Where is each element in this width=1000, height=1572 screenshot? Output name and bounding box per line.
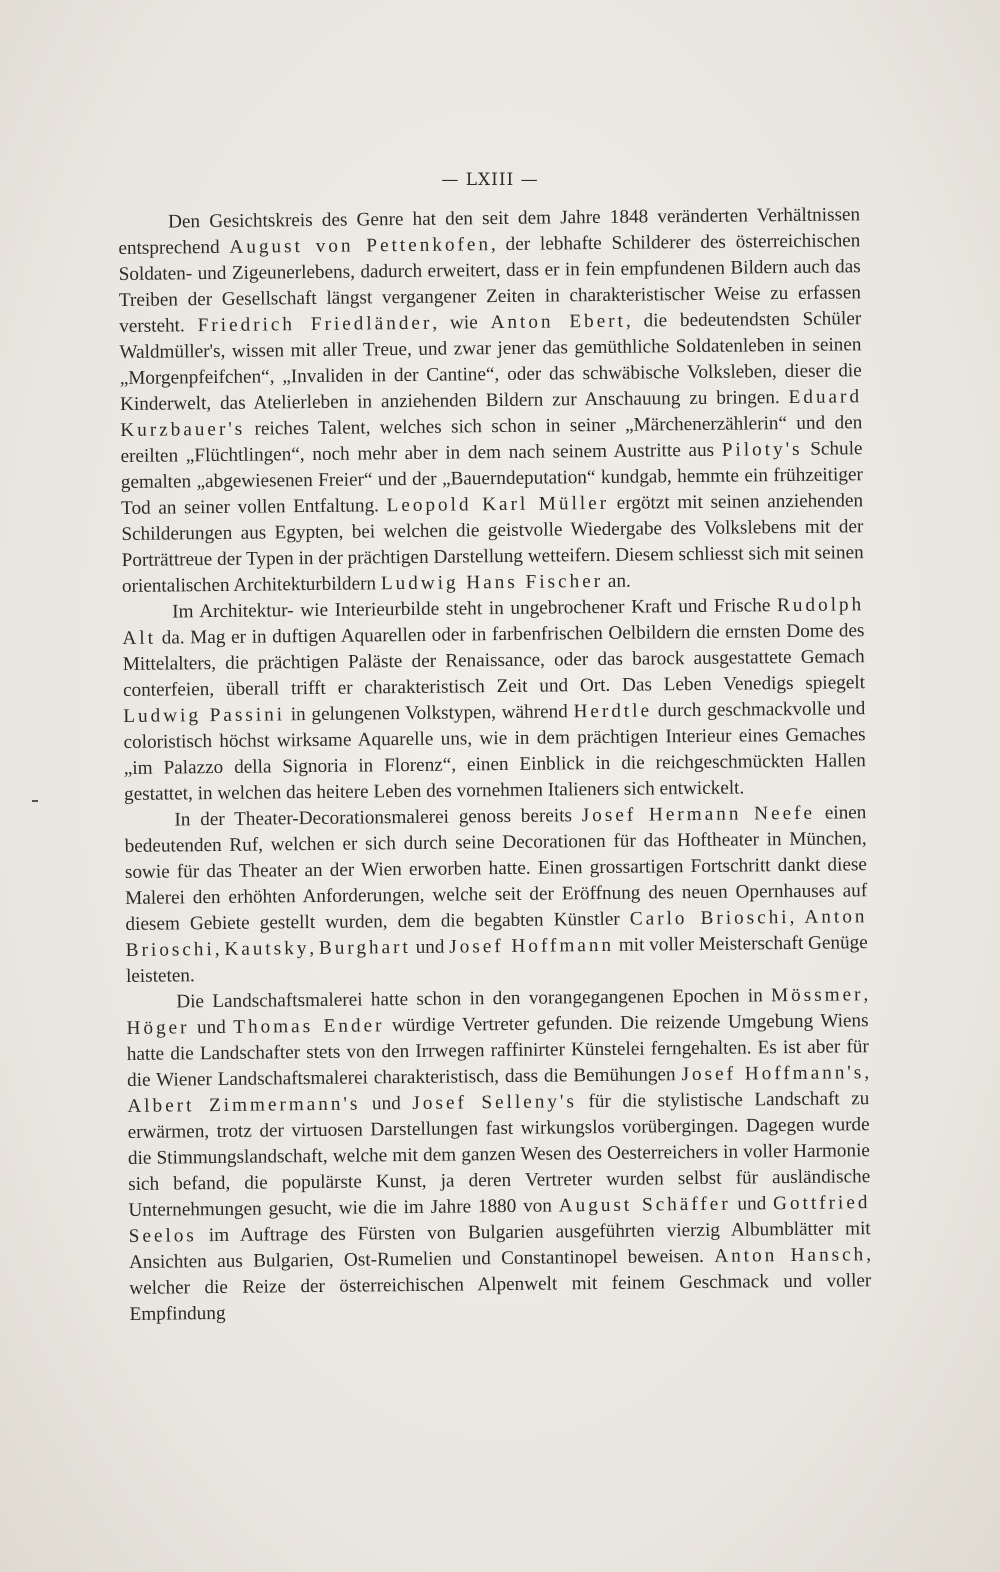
body-text xyxy=(118,202,872,1328)
text-run: , die bedeutendsten Schüler Waldmüller's, wissen mit aller Treue, und zwar jener das gemüthliche Soldatenleben in seinen „Morgenpfeifchen“, „Invaliden in der Cantine“, oder das schwäbische Volksleben, dieser die Kinderwelt, das Atelierleben in anziehenden Bildern zur Anschauung zu bringen. xyxy=(119,308,862,415)
spaced-name: Anton Ebert xyxy=(490,310,627,334)
text-run: einen bedeutenden Ruf, welchen er sich durch seine Decorationen für das Hoftheater in München, sowie für das Theater an der Wien erworben hatte. Einen grossartigen Fortschritt dankt diese Malerei den erhöhten Anforderungen, welche seit der Eröffnung des neuen Opernhauses auf diesem Gebiete gestellt wurden, dem die begabten Künstler xyxy=(124,802,868,935)
text-run: reiches Talent, welches sich schon in seiner „Märchenerzählerin“ und den ereilten „Flüchtlingen“, noch mehr aber in dem nach seinem Austritte aus xyxy=(120,412,863,467)
text-run: Im Architektur- wie Interieurbilde steht in ungebrochener Kraft und Frische xyxy=(172,595,778,623)
text-run: und xyxy=(360,1092,413,1115)
spaced-name: Ludwig Passini xyxy=(123,704,286,727)
spaced-name: Josef Hoffmann's xyxy=(681,1062,865,1086)
text-run: an. xyxy=(602,570,631,592)
text-run: würdige Vertreter gefunden. Die reizende Umgebung Wiens hatte die Landschafter stets von den Irrwegen raffinirter Künstelei ferngehalten. Es ist aber für die Wiener Landschaftsmalerei charakteristisch, dass die Bemühungen xyxy=(126,1010,869,1091)
text-run: , xyxy=(214,938,225,961)
text-run: ergötzt mit seinen anziehenden Schilderungen aus Egypten, bei welchen die geistvolle Wiedergabe des Volkslebens mit der Porträttreue der Typen in der prächtigen Darstellung wetteifern. Diesem schliesst sich mit seinen orientalischen Architekturbildern xyxy=(121,490,864,597)
paragraph-architecture xyxy=(122,592,866,808)
spaced-name: Leopold Karl Müller xyxy=(386,492,610,517)
spaced-name: August von Pettenkofen xyxy=(229,234,492,258)
text-run: und xyxy=(730,1193,774,1215)
spaced-name: Anton Brioschi xyxy=(125,906,868,961)
text-run: durch geschmackvolle und coloristisch höchst wirksame Aquarelle uns, wie in dem prächtigen Interieur eines Gemaches „im Palazzo della Signoria in Florenz“, einen Einblick in die reichgeschmückten Hallen gestattet, in welchen das heitere Leben des vornehmen Italieners sich entwickelt. xyxy=(123,698,866,805)
spaced-name: Piloty's xyxy=(721,438,803,461)
text-run: da. Mag er in duftigen Aquarellen oder in farbenfrischen Oelbildern die ernsten Dome des Mittelalters, die prächtigen Paläste der Renaissance, oder das barock ausgestattete Gemach conterfeien, überall trifft er charakteristisch Zeit und Ort. Das Leben Venedigs spiegelt xyxy=(122,620,866,701)
text-run: , welcher die Reize der österreichischen Alpenwelt mit feinem Geschmack und voller Empfindung xyxy=(129,1244,872,1325)
text-run: mit voller Meisterschaft Genüge leisteten. xyxy=(125,932,868,987)
text-run: , xyxy=(863,984,869,1006)
text-run: , xyxy=(864,1062,870,1084)
text-run: , der lebhafte Schilderer des österreichischen Soldaten- und Zigeunerlebens, dadurch erweitert, dass er in fein empfundenen Bildern auch das Treiben der Gesellschaft längst vergangener Zeiten in charakteristischer Weise zu erfassen versteht. xyxy=(118,230,862,337)
spaced-name: Josef Hoffmann xyxy=(449,934,615,958)
text-run: , wie xyxy=(432,312,491,334)
spaced-name: Höger xyxy=(126,1017,190,1039)
text-run: im Auftrage des Fürsten von Bulgarien ausgeführten vierzig Albumblätter mit Ansichten aus Bulgarien, Ost-Rumelien und Constantinopel beweisen. xyxy=(128,1218,871,1273)
spaced-name: Anton Hansch xyxy=(714,1244,867,1267)
text-run: Schule gemalten „abgewiesenen Freier“ und der „Bauerndeputation“ kundgab, hemmte ein frühzeitiger Tod an seiner vollen Entfaltung. xyxy=(120,438,863,519)
text-run: , xyxy=(789,906,805,929)
text-run: in gelungenen Volkstypen, während xyxy=(284,701,574,726)
text-run: für die stylistische Landschaft zu erwärmen, trotz der virtuosen Darstellungen fast wirkungslos vorübergingen. Dagegen wurde die Stimmungslandschaft, welche mit dem ganzen Wesen des Oesterreichers in voller Harmonie sich befand, die populärste Kunst, ja deren Vertreter wurden selbst für ausländische Unternehmungen gesucht, wie die im Jahre 1880 von xyxy=(127,1088,871,1221)
text-run: In der Theater-Decorationsmalerei genoss bereits xyxy=(174,805,582,831)
text-run: und xyxy=(410,936,450,958)
spaced-name: Kautsky xyxy=(224,938,310,960)
paragraph-theater-decoration xyxy=(124,800,868,990)
spaced-name: Carlo Brioschi xyxy=(629,907,790,930)
text-run: , xyxy=(309,937,320,960)
spaced-name: Mössmer xyxy=(770,984,864,1007)
text-run: Die Landschaftsmalerei hatte schon in den vorangegangenen Epochen in xyxy=(176,985,772,1013)
paragraph-landscape xyxy=(126,982,871,1328)
text-run: und xyxy=(189,1016,234,1039)
spaced-name: Gottfried Seelos xyxy=(128,1192,871,1247)
spaced-name: Friedrich Friedländer xyxy=(197,312,433,337)
spaced-name: Albert Zimmermann's xyxy=(127,1093,361,1117)
paragraph-genre xyxy=(118,202,864,600)
spaced-name: August Schäffer xyxy=(558,1193,731,1217)
spaced-name: Josef Selleny's xyxy=(412,1091,577,1114)
spaced-name: Herdtle xyxy=(573,700,653,723)
spaced-name: Josef Hermann Neefe xyxy=(581,802,816,827)
margin-mark xyxy=(32,800,38,802)
spaced-name: Rudolph Alt xyxy=(122,594,865,649)
spaced-name: Ludwig Hans Fischer xyxy=(380,570,604,595)
spaced-name: Eduard Kurzbauer's xyxy=(120,386,863,441)
spaced-name: Thomas Ender xyxy=(233,1015,385,1038)
text-run: Den Gesichtskreis des Genre hat den seit dem Jahre 1848 veränderten Verhältnissen entsprechend xyxy=(118,204,861,259)
page-number: — LXIII — xyxy=(441,170,539,190)
spaced-name: Burghart xyxy=(318,936,411,959)
